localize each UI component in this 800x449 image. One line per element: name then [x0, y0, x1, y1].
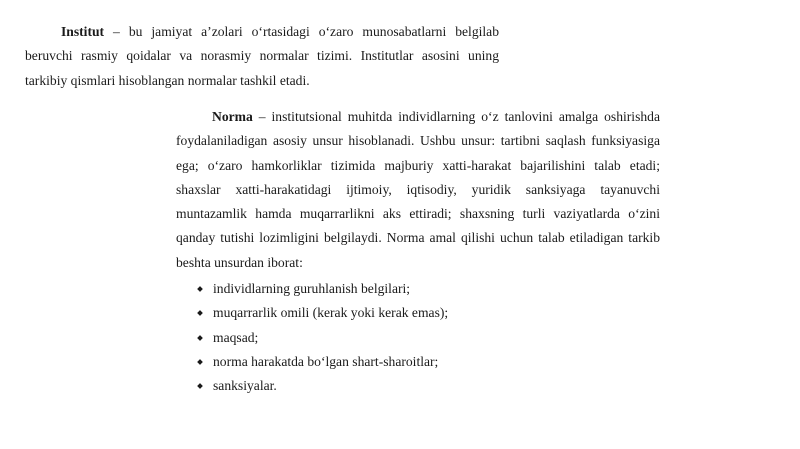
paragraph-norma-text: – institutsional muhitda individlarning o‘z tanlovini amalga oshirishda foydalaniladigan asosiy unsur hisoblanadi. Ushbu unsur: tartibni saqlash funksiyasiga ega; o‘zaro hamkorliklar tizimida majburiy xatti-harakat bajarilishini talab etadi; shaxslar xatti-harakatidagi ijtimoiy, iqtisodiy, yuridik sanksiyaga tayanuvchi muntazamlik hamda muqarrarlikni aks ettiradi; shaxsning turli vaziyatlarda o‘zini qanday tutishi lozimligini belgilaydi. Norma amal qilishi uchun talab etiladigan tarkib beshta unsurdan iborat:: [176, 109, 660, 270]
term-norma: Norma: [212, 109, 253, 124]
term-institut: Institut: [61, 24, 105, 39]
paragraph-institut: [25, 20, 499, 93]
paragraph-institut-text: – bu jamiyat a’zolari o‘rtasidagi o‘zaro munosabatlarni belgilab beruvchi rasmiy qoidalar va norasmiy normalar tizimi. Institutlar asosini uning tarkibiy qismlari hisoblangan normalar tashkil etadi.: [25, 24, 499, 88]
list-item: [198, 350, 448, 374]
list-item-text: muqarrarlik omili (kerak yoki kerak emas);: [213, 305, 449, 321]
bullet-diamond-icon: [197, 286, 203, 292]
norma-elements-list: [198, 277, 448, 398]
bullet-diamond-icon: [197, 335, 203, 341]
bullet-diamond-icon: [197, 383, 203, 389]
list-item: [198, 277, 448, 301]
list-item-text: sanksiyalar.: [213, 378, 277, 394]
bullet-diamond-icon: [197, 359, 203, 365]
list-item: [198, 374, 448, 398]
bullet-diamond-icon: [197, 310, 203, 316]
paragraph-norma: [176, 105, 660, 275]
list-item-text: maqsad;: [213, 329, 259, 345]
list-item-text: norma harakatda bo‘lgan shart-sharoitlar;: [213, 353, 439, 369]
list-item-text: individlarning guruhlanish belgilari;: [213, 281, 411, 296]
list-item: [198, 301, 448, 325]
list-item: [198, 326, 448, 350]
